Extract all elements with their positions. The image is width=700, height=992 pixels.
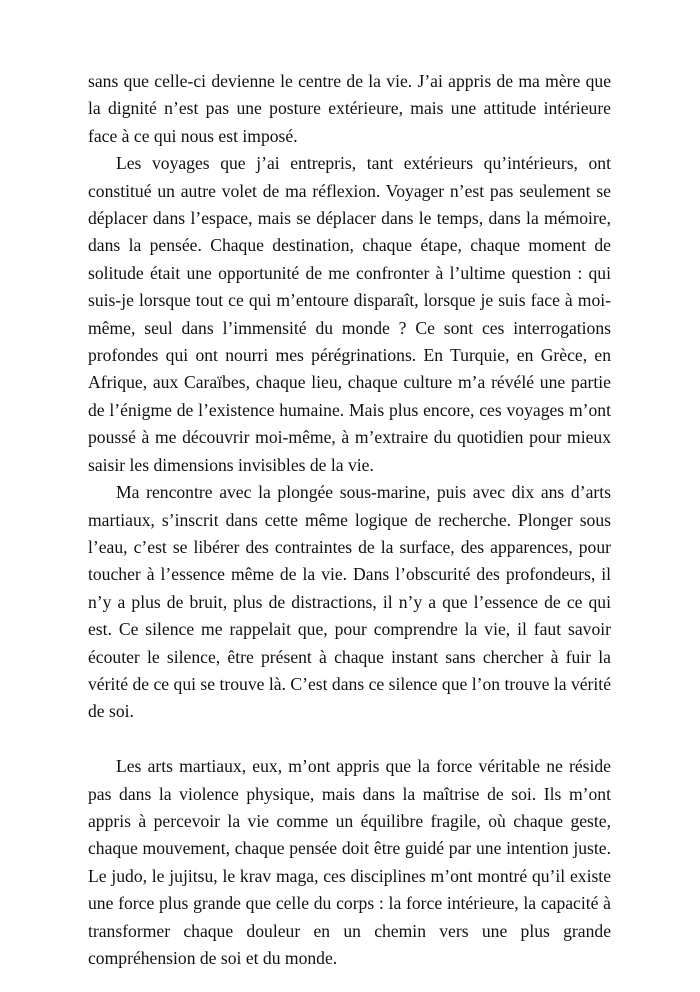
paragraph-plongee: Ma rencontre avec la plongée sous-marine, puis avec dix ans d’arts martiaux, s’inscrit dans cette même logique de recherche. Plonger sous l’eau, c’est se libérer des contraintes de la surface, des apparences, pour toucher à l’essence même de la vie. Dans l’obscurité des profondeurs, il n’y a plus de bruit, plus de distractions, il n’y a que l’essence de ce qui est. Ce silence me rappelait que, pour comprendre la vie, il faut savoir écouter le silence, être présent à chaque instant sans chercher à fuir la vérité de ce qui se trouve là. C’est dans ce silence que l’on trouve la vérité de soi. [88,482,611,722]
paragraph-continuation: sans que celle-ci devienne le centre de la vie. J’ai appris de ma mère que la dignité n’est pas une posture extérieure, mais une attitude intérieure face à ce qui nous est imposé. [88,71,611,146]
page-body [88,68,611,972]
paragraph-arts-martiaux: Les arts martiaux, eux, m’ont appris que la force véritable ne réside pas dans la violence physique, mais dans la maîtrise de soi. Ils m’ont appris à percevoir la vie comme un équilibre fragile, où chaque geste, chaque mouvement, chaque pensée doit être guidé par une intention juste. Le judo, le jujitsu, le krav maga, ces disciplines m’ont montré qu’il existe une force plus grande que celle du corps : la force intérieure, la capacité à transformer chaque douleur en un chemin vers une plus grande compréhension de soi et du monde. [88,756,611,968]
paragraph-voyages: Les voyages que j’ai entrepris, tant extérieurs qu’intérieurs, ont constitué un autre volet de ma réflexion. Voyager n’est pas seulement se déplacer dans l’espace, mais se déplacer dans le temps, dans la mémoire, dans la pensée. Chaque destination, chaque étape, chaque moment de solitude était une opportunité de me confronter à l’ultime question : qui suis-je lorsque tout ce qui m’entoure disparaît, lorsque je suis face à moi-même, seul dans l’immensité du monde ? Ce sont ces interrogations profondes qui ont nourri mes pérégrinations. En Turquie, en Grèce, en Afrique, aux Caraïbes, chaque lieu, chaque culture m’a révélé une partie de l’énigme de l’existence humaine. Mais plus encore, ces voyages m’ont poussé à me découvrir moi-même, à m’extraire du quotidien pour mieux saisir les dimensions invisibles de la vie. [88,153,611,475]
